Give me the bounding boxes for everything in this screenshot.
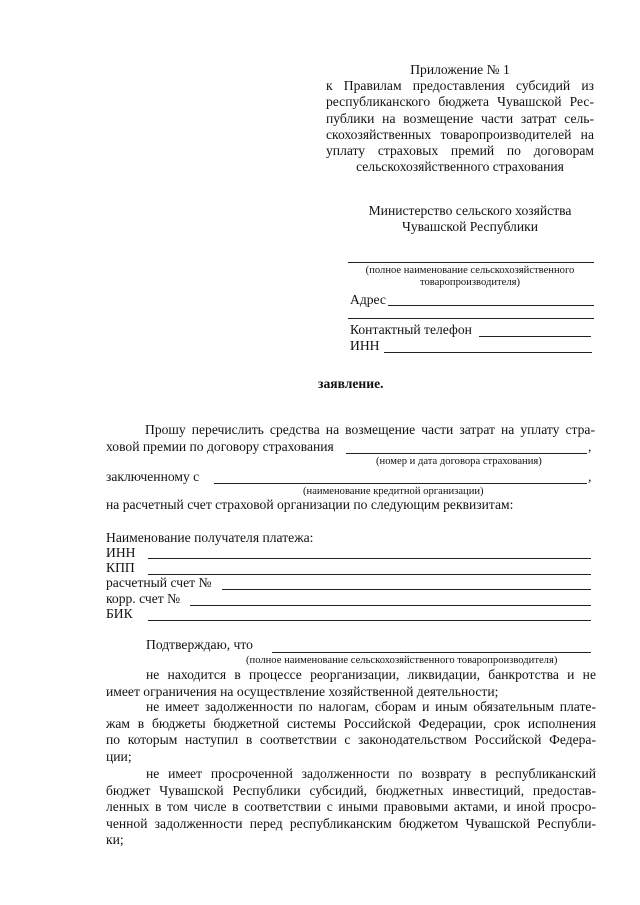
contract-caption: (номер и дата договора страхования) [376,456,542,467]
addressee-line: Министерство сельского хозяйства [368,203,572,218]
confirm-name-field[interactable] [272,652,591,653]
confirm-item-1 [106,667,596,700]
appendix-line: скохозяйственных товаропроизводителей на [326,126,594,142]
appendix-line: публики на возмещение части затрат сель- [326,110,594,126]
credit-org-caption: (наименование кредитной организации) [303,486,484,497]
request-line: ховой премии по договору страхования [106,439,334,454]
document-title: заявление. [318,376,384,391]
confirm-lead: Подтверждаю, что [146,637,253,652]
applicant-name-field[interactable] [348,262,594,263]
corr-account-label: корр. счет № [106,591,181,606]
address-label: Адрес [350,292,386,307]
recipient-kpp-label: КПП [106,560,135,575]
appendix-line: республиканского бюджета Чувашской Рес- [326,94,594,110]
corr-account-field[interactable] [190,605,591,606]
paragraph-line: жам в бюджеты бюджетной системы Российской Федерации, срок исполнения [106,715,596,731]
appendix-line: уплату страховых премий по договорам [326,143,594,159]
recipient-inn-field[interactable] [148,558,591,559]
paragraph-line: не имеет задолженности по налогам, сборам и иным обязательным плате- [146,699,596,714]
recipient-heading: Наименование получателя платежа: [106,530,314,545]
addressee [350,203,590,235]
applicant-name-caption: товаропроизводителя) [419,277,521,288]
addressee-line: Чувашской Республики [402,219,538,235]
request-line: Прошу перечислить средства на возмещение части затрат на уплату стра- [145,422,595,437]
comma: , [588,439,592,454]
paragraph-line: не находится в процессе реорганизации, ликвидации, банкротства и не [146,667,596,682]
paragraph-line: ки; [106,832,124,847]
credit-org-field[interactable] [214,483,587,484]
account-field[interactable] [222,589,591,590]
paragraph-line: по которым наступил в соответствии с законодательством Российской Федера- [106,732,596,747]
phone-field[interactable] [479,336,591,337]
bik-field[interactable] [148,620,591,621]
contract-field[interactable] [346,453,587,454]
paragraph-line: ции; [106,748,132,764]
paragraph-line: бюджет Чувашской Республики субсидий, бюджетных инвестиций, предостав- [106,782,596,798]
request-line: на расчетный счет страховой организации по следующим реквизитам: [106,497,514,512]
inn-label: ИНН [350,338,380,353]
appendix-line: к Правилам предоставления субсидий из [326,78,594,94]
applicant-inn-field[interactable] [384,352,592,353]
recipient-kpp-field[interactable] [148,574,591,575]
recipient-inn-label: ИНН [106,545,136,560]
phone-label: Контактный телефон [350,322,472,337]
bik-label: БИК [106,606,133,621]
concluded-with-label: заключенному с [106,469,200,484]
address-field-2[interactable] [348,318,594,319]
paragraph-line: имеет ограничения на осуществление хозяйственной деятельности; [106,683,499,699]
applicant-name-caption: (полное наименование сельскохозяйственного [365,265,575,276]
paragraph-line: не имеет просроченной задолженности по возврату в республиканский [146,766,596,781]
appendix-title: Приложение № 1 [410,62,510,77]
comma: , [588,469,592,484]
address-field[interactable] [388,305,594,306]
paragraph-line: ченной задолженности перед республиканским бюджетом Чувашской Республи- [106,815,596,831]
confirm-item-3 [106,766,596,849]
confirm-item-2 [106,699,596,765]
paragraph-line: ленных в том числе в соответствии с иными правовыми актами, и иной просро- [106,799,596,814]
account-label: расчетный счет № [106,575,212,590]
appendix-line: сельскохозяйственного страхования [356,159,564,175]
confirm-caption: (полное наименование сельскохозяйственного товаропроизводителя) [246,655,558,666]
appendix-header [326,62,594,175]
